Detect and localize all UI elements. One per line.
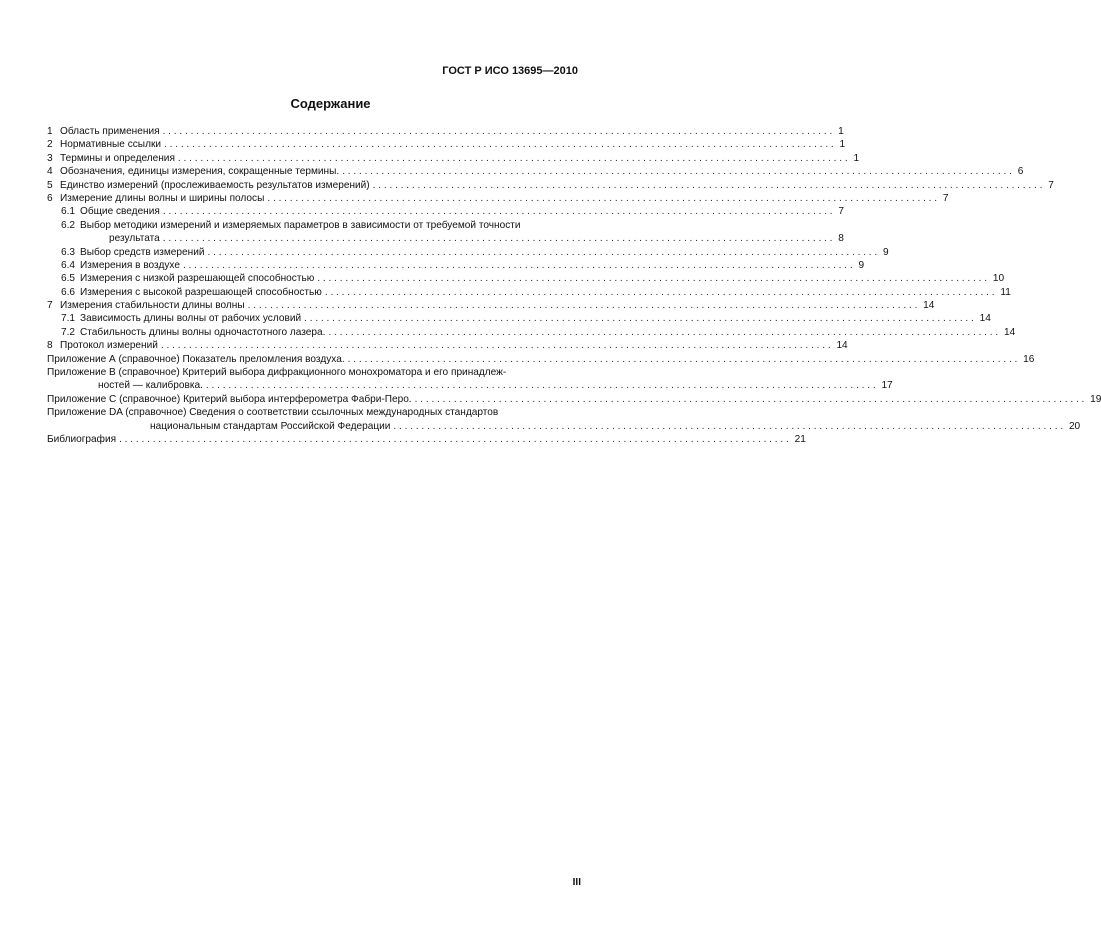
toc-leader-dots: ........................................................................................................................ [347,353,1021,365]
toc-entry-label: Измерения с низкой разрешающей способностью [80,273,315,285]
toc-leader-dots: ........................................................................................................................ [119,433,792,445]
toc-entry-page: 1 [853,152,860,164]
toc-entry-page: 9 [883,246,889,258]
toc-entry[interactable] [47,312,991,325]
toc-entry-number: 6.3 [61,246,76,258]
toc-entry[interactable] [47,406,583,419]
toc-entry-number: 7 [47,300,53,312]
toc-leader-dots: ........................................................................................................................ [324,286,998,298]
toc-entry-page: 1 [839,139,846,151]
toc-entry[interactable] [47,138,846,151]
toc-entry-page: 9 [858,259,865,271]
toc-entry-label: Область применения [60,126,160,137]
toc-entry-label: Протокол измерений [60,340,158,352]
toc-entry[interactable] [47,366,583,379]
document-code: ГОСТ Р ИСО 13695—2010 [442,65,578,77]
toc-entry-number: 6.1 [61,206,76,218]
toc-leader-dots: ........................................................................................................................ [205,380,879,392]
toc-leader-dots: ........................................................................................................................ [164,139,837,151]
toc-entry-label: Приложение А (справочное) Показатель преломления воздуха. [47,353,345,365]
toc-entry-number: 6 [47,192,53,204]
toc-leader-dots: ........................................................................................................................ [177,152,851,164]
toc-leader-dots: ........................................................................................................................ [304,313,977,325]
toc-entry-label: Термины и определения [60,152,175,164]
toc-leader-dots: ........................................................................................................................ [247,300,921,312]
toc-entry[interactable] [47,259,865,272]
toc-entry-label: ностей — калибровка. [98,380,203,392]
toc-entry-number: 3 [47,152,53,164]
toc-entry[interactable] [47,286,1011,299]
toc-entry-page: 17 [881,380,893,392]
toc-entry-label: национальным стандартам Российской Федерации [150,420,391,432]
toc-entry-number: 1 [47,126,53,137]
toc-entry-label: Единство измерений (прослеживаемость результатов измерений) [60,179,370,191]
toc-entry-label: Выбор методики измерений и измеряемых параметров в зависимости от требуемой точности [80,219,521,231]
toc-entry[interactable] [47,353,1035,366]
toc-entry-page: 11 [1000,286,1011,298]
toc-entry-label: Библиография [47,433,117,445]
toc-entry-number: 6.2 [61,219,76,231]
toc-entry-page: 7 [942,192,949,204]
toc-title: Содержание [290,96,371,111]
toc-entry-label: результата [109,233,160,245]
toc-entry-page: 7 [838,206,845,218]
toc-entry-number: 7.1 [61,313,76,325]
toc-leader-dots: ........................................................................................................................ [372,179,1046,191]
toc-entry-page: 6 [1017,166,1024,178]
toc-entry-label: Измерения с высокой разрешающей способностью [80,286,322,298]
toc-entry-label: Стабильность длины волны одночастотного лазера. [80,326,326,338]
toc-entry-number: 7.2 [61,326,76,338]
toc-entry[interactable] [47,393,1101,406]
toc-entry-number: 6.6 [61,286,76,298]
toc-entry[interactable] [47,125,844,138]
toc-entry-page: 7 [1048,179,1054,191]
toc-entry-page: 19 [1090,393,1101,405]
page-number: III [572,877,581,888]
toc-leader-dots: ........................................................................................................................ [162,233,836,245]
toc-entry-label: Нормативные ссылки [60,139,162,151]
toc-entry[interactable] [47,379,893,392]
toc-entry-page: 8 [838,233,844,245]
toc-leader-dots: ........................................................................................................................ [162,206,836,218]
toc-entry-number: 6.4 [61,259,76,271]
toc-entry-page: 14 [923,300,935,312]
toc-entry[interactable] [47,246,889,259]
toc-leader-dots: ........................................................................................................................ [267,192,940,204]
toc-entry[interactable] [47,219,583,232]
toc-entry-page: 1 [838,126,844,137]
toc-entry-label: Измерения в воздухе [80,259,180,271]
toc-entry-label: Приложение DA (справочное) Сведения о соответствии ссылочных международных стандартов [47,407,499,419]
toc-entry-label: Приложение С (справочное) Критерий выбора интерферометра Фабри-Перо. [47,393,412,405]
toc-entry[interactable] [47,165,1024,178]
toc-entry-page: 10 [992,273,1005,285]
toc-leader-dots: ........................................................................................................................ [207,246,881,258]
toc-entry-label: Общие сведения [80,206,160,218]
toc-entry-number: 6.5 [61,273,76,285]
toc-entry[interactable] [47,420,1081,433]
toc-entry-number: 5 [47,179,53,191]
toc-leader-dots: ........................................................................................................................ [342,166,1015,178]
toc-entry[interactable] [47,205,845,218]
toc-leader-dots: ........................................................................................................................ [182,259,856,271]
toc-entry[interactable] [47,299,935,312]
toc-entry-page: 20 [1068,420,1081,432]
toc-leader-dots: ........................................................................................................................ [160,340,834,352]
toc-entry-label: Приложение В (справочное) Критерий выбора дифракционного монохроматора и его принадлеж- [47,367,507,379]
toc-entry-label: Выбор средств измерений [80,246,205,258]
toc-entry-page: 14 [979,313,991,325]
toc-entry-label: Обозначения, единицы измерения, сокращенные термины. [60,166,340,178]
toc-entry-label: Измерения стабильности длины волны [60,300,245,312]
toc-entry-page: 14 [836,340,848,352]
toc-entry-label: Зависимость длины волны от рабочих условий [80,313,302,325]
toc-leader-dots: ........................................................................................................................ [317,273,990,285]
toc-leader-dots: ........................................................................................................................ [393,420,1066,432]
toc-leader-dots: ........................................................................................................................ [414,393,1088,405]
toc-entry-number: 8 [47,340,53,352]
toc-entry[interactable] [47,179,1054,192]
toc-entry[interactable] [47,339,848,352]
toc-entry[interactable] [47,433,806,446]
toc-entry-page: 14 [1003,326,1016,338]
table-of-contents [47,125,1101,446]
toc-entry-page: 16 [1023,353,1035,365]
toc-entry-page: 21 [794,433,806,445]
toc-leader-dots: ........................................................................................................................ [162,126,836,137]
toc-entry[interactable] [47,152,860,165]
toc-entry-number: 2 [47,139,53,151]
toc-entry-label: Измерение длины волны и ширины полосы [60,192,265,204]
toc-leader-dots: ........................................................................................................................ [328,326,1001,338]
toc-entry[interactable] [47,232,844,245]
toc-entry[interactable] [47,272,1005,285]
toc-entry-number: 4 [47,166,53,178]
toc-entry[interactable] [47,192,949,205]
toc-entry[interactable] [47,326,1016,339]
